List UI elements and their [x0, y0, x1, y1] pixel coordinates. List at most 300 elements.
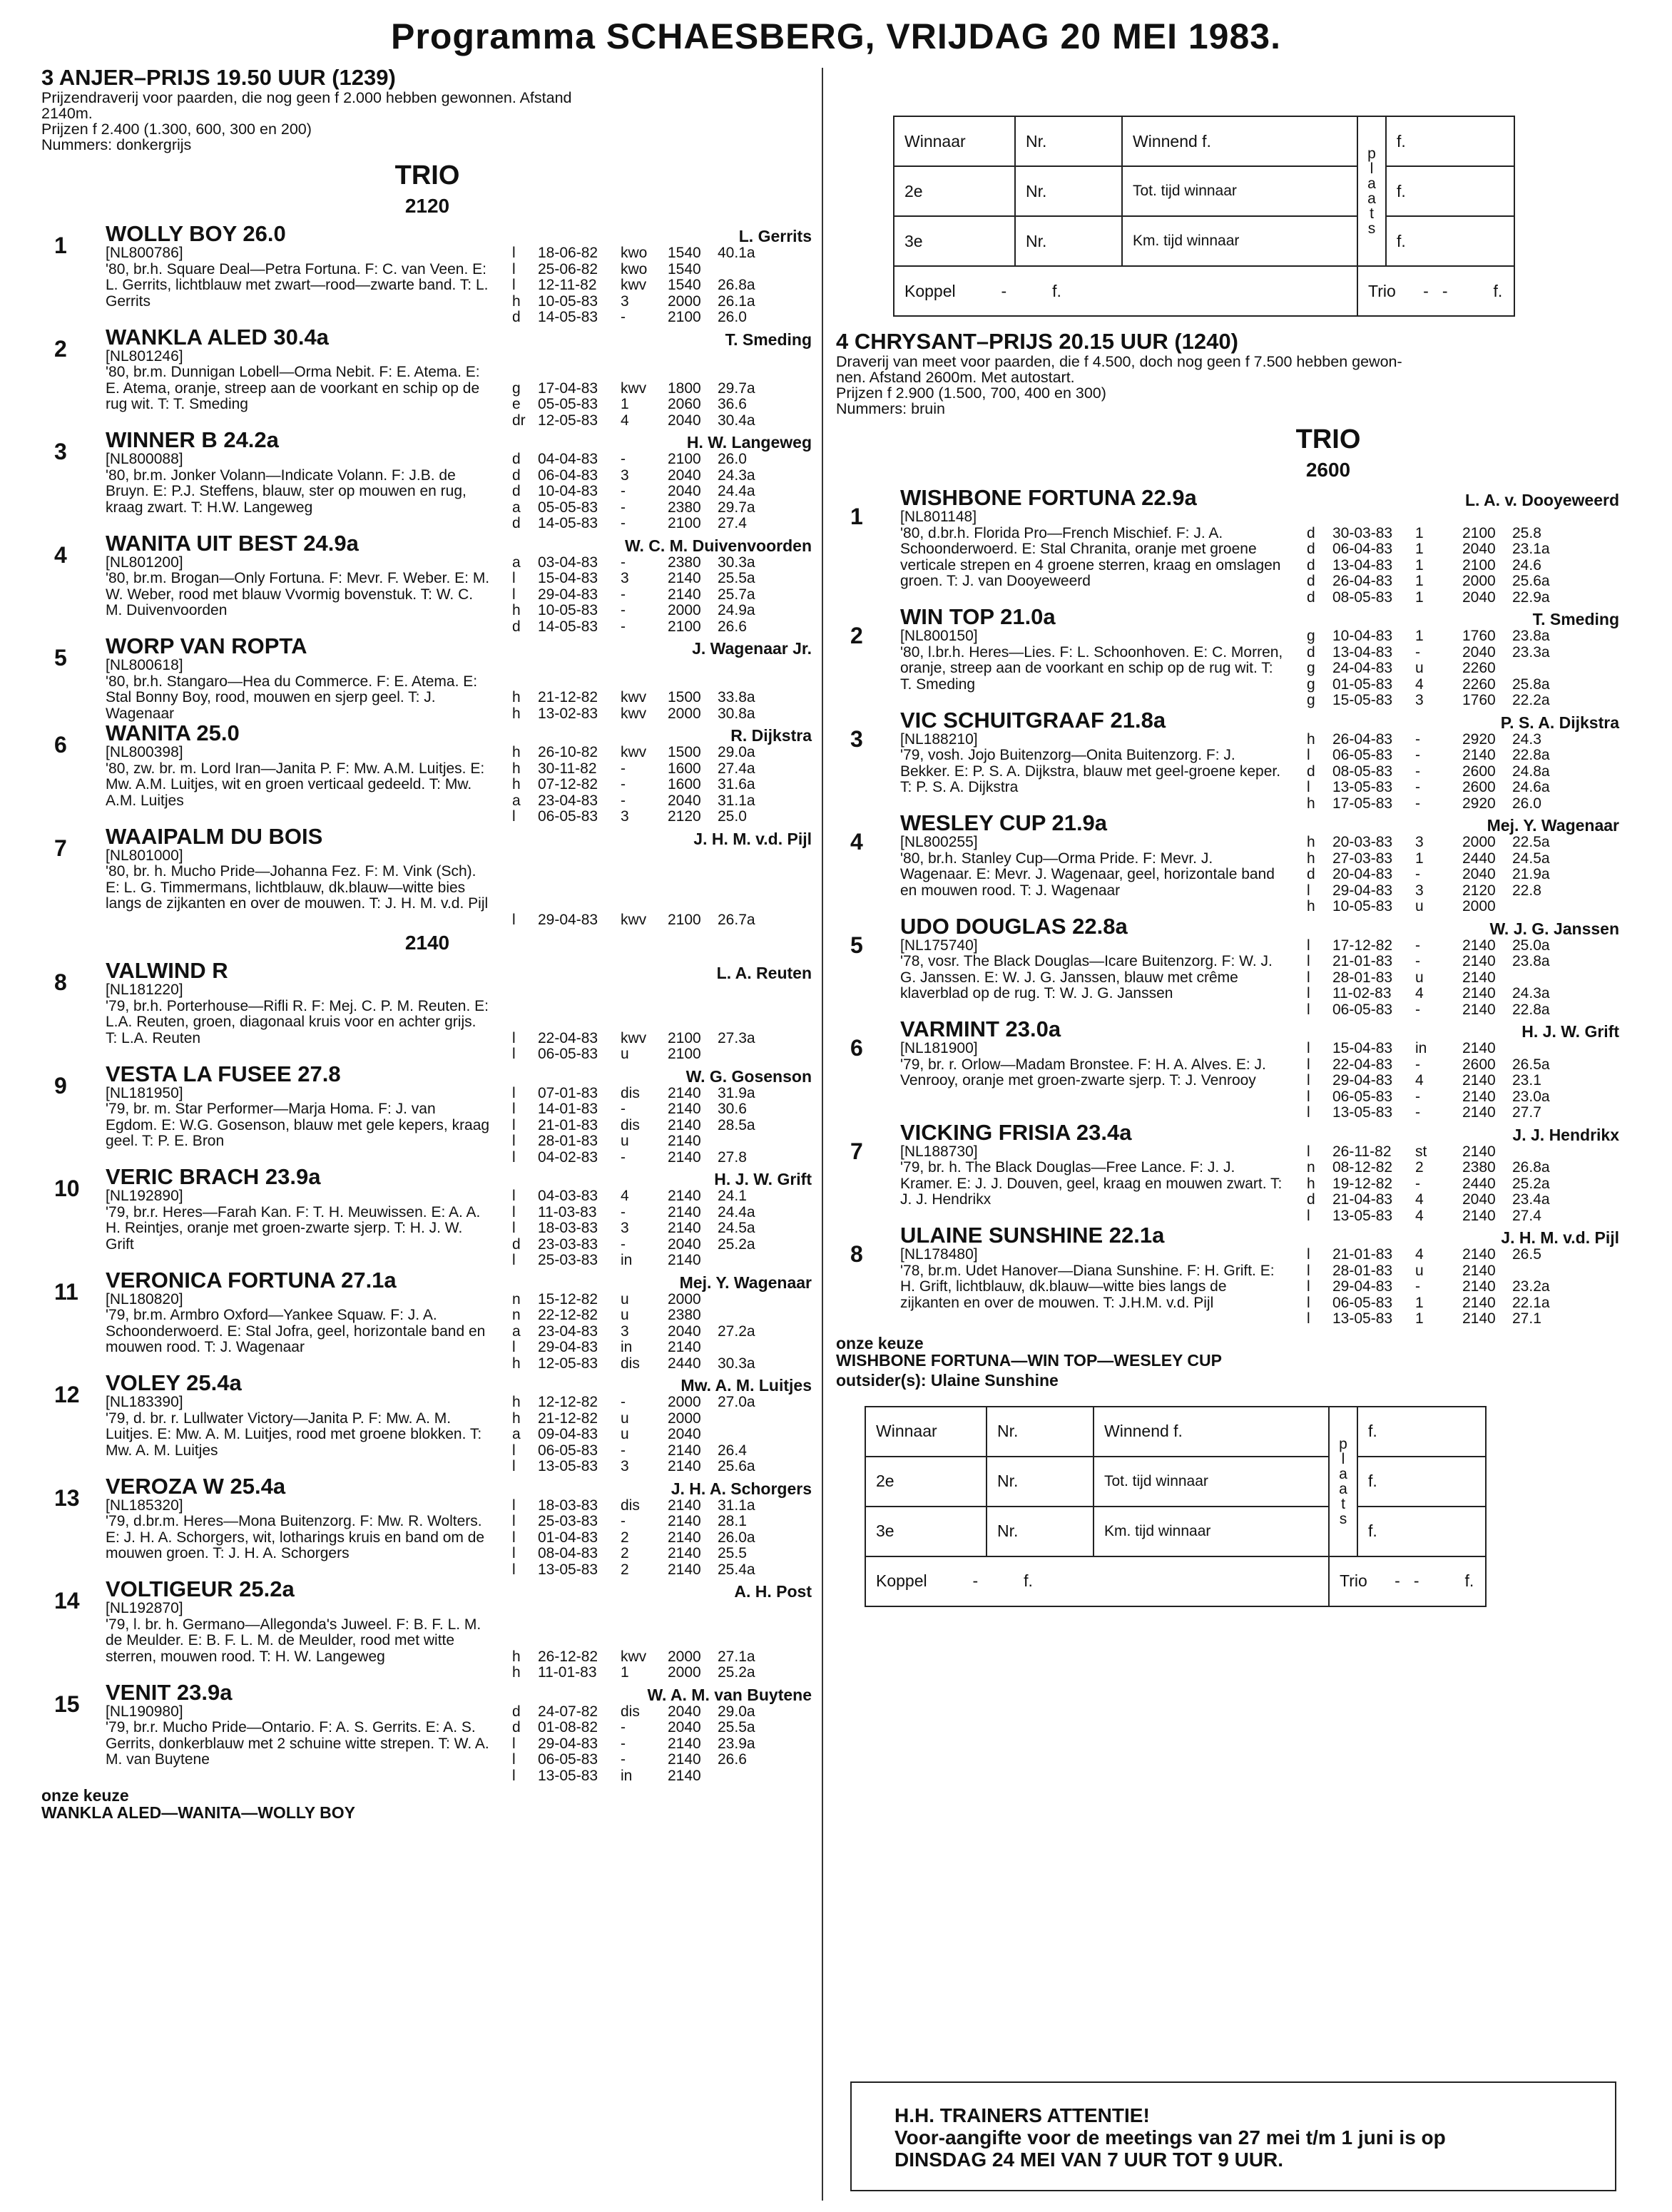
- race-description-3: Prijzen f 2.900 (1.500, 700, 400 en 300): [836, 384, 1106, 402]
- run-time: 25.2a: [1512, 1175, 1550, 1192]
- run-distance: 2040: [668, 1719, 701, 1736]
- horse-details: [NL180820] '79, br.m. Armbro Oxford—Yankee Squaw. F: J. A. Schoonderwoerd. E: Stal Jofra, geel, horizontale band en mouwen rood. T: J. Wagenaar: [106, 1290, 486, 1355]
- run-time: 24.8a: [1512, 763, 1550, 780]
- run-date: 07-01-83: [538, 1084, 598, 1101]
- run-track: l: [512, 1203, 516, 1220]
- run-date: 06-05-83: [538, 1442, 598, 1459]
- horse-name: VIC SCHUITGRAAF 21.8a: [900, 707, 1166, 733]
- keuze-value: WANKLA ALED—WANITA—WOLLY BOY: [41, 1803, 355, 1822]
- run-track: l: [512, 277, 516, 293]
- trainer-name: Mw. A. M. Luitjes: [680, 1376, 812, 1395]
- run-place: -: [1415, 1278, 1420, 1295]
- run-track: h: [1307, 1175, 1315, 1192]
- trainer-name: W. C. M. Duivenvoorden: [625, 536, 812, 555]
- run-place: -: [621, 792, 626, 809]
- run-track: a: [512, 499, 521, 516]
- run-place: dis: [621, 1084, 640, 1101]
- km-tijd-label: Km. tijd winnaar: [1122, 216, 1357, 266]
- run-row: [1307, 986, 1621, 1002]
- run-date: 15-04-83: [1332, 1040, 1393, 1056]
- entry-number: 6: [850, 1035, 863, 1061]
- run-track: a: [512, 792, 521, 809]
- run-distance: 2140: [668, 1084, 701, 1101]
- plaats-1-amount: f.: [1386, 116, 1514, 166]
- run-time: 25.0a: [1512, 937, 1550, 954]
- run-date: 12-12-82: [538, 1394, 598, 1410]
- run-row: [512, 1046, 813, 1063]
- plaats-letter: t: [1341, 1495, 1345, 1512]
- run-track: h: [512, 760, 521, 777]
- run-date: 22-04-83: [538, 1029, 598, 1046]
- trainer-name: J. H. M. v.d. Pijl: [1501, 1228, 1619, 1247]
- run-track: l: [1307, 953, 1310, 969]
- run-track: l: [1307, 1056, 1310, 1073]
- trainer-name: H. W. Langeweg: [686, 433, 812, 452]
- run-date: 08-05-83: [1332, 588, 1393, 606]
- horse-details: [NL181950] '79, br. m. Star Performer—Marja Homa. F: J. van Egdom. E: W.G. Gosenson, blauw met gele kepers, kraag geel. T: P. E. Bron: [106, 1084, 490, 1149]
- run-time: 23.1a: [1512, 541, 1550, 557]
- run-row: [512, 1752, 813, 1768]
- run-distance: 2000: [668, 1290, 701, 1308]
- run-distance: 2100: [1462, 556, 1496, 574]
- horse-details: [NL183390] '79, d. br. r. Lullwater Victory—Janita P. F: Mw. A. M. Luitjes. E: Mw. A. M. Luitjes, rood met groene blokken. T: Mw. A. M. Luitjes: [106, 1394, 482, 1459]
- run-time: 30.3a: [718, 1355, 755, 1372]
- run-place: -: [621, 602, 626, 618]
- run-place: -: [1415, 779, 1420, 795]
- trainer-name: J. J. Hendrikx: [1512, 1125, 1619, 1144]
- run-place: 3: [621, 467, 629, 484]
- run-time: [1512, 1263, 1569, 1280]
- run-row: [512, 1720, 813, 1736]
- run-distance: 2140: [1462, 1294, 1496, 1311]
- run-distance: 2140: [668, 1735, 701, 1752]
- horse-name: WANITA 25.0: [106, 720, 240, 745]
- run-date: 20-03-83: [1332, 834, 1393, 850]
- trainer-name: J. H. A. Schorgers: [671, 1479, 812, 1498]
- race-title: 3 ANJER–PRIJS 19.50 UUR (1239): [41, 65, 396, 90]
- entry-body: [900, 1247, 1621, 1327]
- distance-heading: 2600: [1305, 459, 1351, 481]
- entry-number: 14: [54, 1588, 80, 1614]
- run-time: 25.0: [718, 808, 747, 825]
- run-place: -: [1415, 1088, 1420, 1105]
- run-time: 23.9a: [718, 1735, 755, 1752]
- run-row: [512, 1736, 813, 1753]
- run-track: l: [512, 570, 516, 586]
- horse-name: VESTA LA FUSEE 27.8: [106, 1061, 341, 1086]
- plaats-2-amount: f.: [1386, 166, 1514, 216]
- run-time: 24.5a: [1512, 850, 1550, 867]
- run-row: [1307, 1144, 1621, 1161]
- run-track: l: [512, 260, 516, 277]
- run-place: -: [621, 1235, 626, 1253]
- run-place: 3: [621, 808, 629, 825]
- run-time: 27.4: [1512, 1207, 1541, 1224]
- run-row: [512, 1188, 813, 1205]
- run-date: 13-05-83: [538, 1561, 598, 1578]
- run-row: [512, 1308, 813, 1324]
- run-track: h: [512, 705, 521, 722]
- run-time: 28.1: [718, 1513, 747, 1529]
- run-date: 24-07-82: [538, 1703, 598, 1720]
- horse-entry: [41, 722, 813, 825]
- run-time: 23.4a: [1512, 1191, 1550, 1208]
- run-distance: 2920: [1462, 730, 1496, 748]
- run-row: [512, 809, 813, 825]
- horse-details: [NL181900] '79, br. r. Orlow—Madam Bronstee. F: H. A. Alves. E: J. Venrooy, oranje met groen-zwarte sjerp. T: J. Venrooy: [900, 1040, 1266, 1089]
- run-place: 4: [1415, 1207, 1424, 1224]
- run-place: 1: [1415, 850, 1424, 867]
- entry-body: [106, 1498, 813, 1579]
- run-distance: 2100: [668, 618, 701, 635]
- run-time: 26.7a: [718, 911, 755, 928]
- run-date: 29-04-83: [538, 586, 598, 603]
- outsider-note: outsider(s): Ulaine Sunshine: [836, 1370, 1059, 1390]
- run-row: [1307, 1160, 1621, 1176]
- run-track: l: [512, 1735, 516, 1752]
- run-track: l: [512, 1497, 516, 1514]
- run-place: 1: [1415, 1294, 1424, 1311]
- trainer-name: L. A. v. Dooyeweerd: [1465, 491, 1619, 509]
- run-time: [1512, 1144, 1569, 1161]
- horse-details: [NL801000] '80, br. h. Mucho Pride—Johanna Fez. F: M. Vink (Sch). E: L. G. Timmermans, lichtblauw, dk.blauw—witte bies langs de zijkanten en over de mouwen. T: J. H. M. v.d. Pijl: [106, 847, 489, 912]
- run-distance: 2380: [1462, 1159, 1496, 1176]
- run-place: u: [621, 1307, 629, 1323]
- entry-number: 2: [850, 623, 863, 648]
- horse-name: VARMINT 23.0a: [900, 1016, 1061, 1041]
- horse-name: WANITA UIT BEST 24.9a: [106, 530, 359, 556]
- run-date: 10-05-83: [1332, 898, 1393, 914]
- run-distance: 2000: [668, 292, 701, 310]
- run-track: l: [512, 1339, 516, 1355]
- run-track: d: [512, 483, 521, 499]
- run-row: [512, 619, 813, 636]
- nr-label: Nr.: [1015, 166, 1122, 216]
- run-time: 26.6: [718, 1751, 747, 1768]
- run-row: [512, 262, 813, 278]
- nr-label: Nr.: [1015, 216, 1122, 266]
- plaats-letter: p: [1367, 146, 1376, 162]
- entry-body: [106, 349, 813, 429]
- run-time: 26.0a: [718, 1529, 755, 1546]
- run-time: 24.3a: [718, 467, 755, 484]
- entry-body: [900, 835, 1621, 915]
- notice-line-3: DINSDAG 24 MEI VAN 7 UUR TOT 9 UUR.: [894, 2149, 1284, 2171]
- run-time: 27.8: [718, 1148, 747, 1166]
- run-date: 17-12-82: [1332, 937, 1393, 954]
- trio-label: TRIO: [394, 160, 460, 190]
- run-track: l: [1307, 882, 1310, 899]
- entry-list: [836, 486, 1621, 1327]
- run-date: 22-12-82: [538, 1307, 598, 1323]
- run-distance: 2040: [668, 1235, 701, 1253]
- run-row: [1307, 970, 1621, 987]
- run-date: 20-04-83: [1332, 866, 1393, 882]
- run-track: g: [1307, 628, 1315, 644]
- run-row: [1307, 574, 1621, 590]
- run-date: 13-05-83: [1332, 779, 1393, 795]
- entry-list: [41, 223, 813, 928]
- result-row: [865, 1407, 1486, 1457]
- recent-runs: [1285, 628, 1621, 709]
- plaats-3-amount: f.: [1386, 216, 1514, 266]
- run-time: 22.1a: [1512, 1294, 1550, 1311]
- run-distance: 1600: [668, 776, 701, 792]
- run-date: 15-12-82: [538, 1290, 598, 1308]
- run-date: 18-03-83: [538, 1220, 598, 1236]
- run-date: 28-01-83: [1332, 969, 1393, 986]
- recent-runs: [491, 848, 813, 929]
- run-distance: 2380: [668, 499, 701, 516]
- run-time: 25.5a: [718, 570, 755, 586]
- trainers-notice: [850, 2081, 1616, 2191]
- run-place: dis: [621, 1116, 640, 1133]
- trio-label: TRIO: [1295, 424, 1361, 454]
- run-place: -: [1415, 763, 1420, 780]
- entry-body: [900, 628, 1621, 709]
- run-date: 06-04-83: [1332, 541, 1393, 557]
- run-time: 22.5a: [1512, 834, 1550, 850]
- third-label: 3e: [894, 216, 1015, 266]
- race-description-1: Draverij van meet voor paarden, die f 4.500, doch nog geen f 7.500 hebben gewon-: [836, 353, 1402, 370]
- run-place: in: [621, 1339, 633, 1355]
- run-track: l: [1307, 937, 1310, 954]
- second-label: 2e: [894, 166, 1015, 216]
- run-distance: 2140: [1462, 953, 1496, 969]
- run-place: 4: [621, 1188, 629, 1204]
- run-place: -: [621, 1203, 626, 1220]
- run-track: l: [512, 1767, 516, 1784]
- horse-entry: [41, 1372, 813, 1475]
- run-time: 25.6a: [1512, 573, 1550, 589]
- entry-body: [106, 1601, 813, 1681]
- run-date: 29-04-83: [538, 1735, 598, 1752]
- run-time: 22.8: [1512, 882, 1541, 899]
- run-date: 06-05-83: [1332, 1294, 1393, 1311]
- run-track: l: [512, 1116, 516, 1133]
- entry-body: [106, 745, 813, 825]
- run-time: 29.7a: [718, 379, 755, 397]
- run-distance: 2040: [668, 792, 701, 809]
- run-distance: 2140: [668, 1561, 701, 1578]
- horse-name: ULAINE SUNSHINE 22.1a: [900, 1223, 1165, 1248]
- horse-details: [NL800088] '80, br.m. Jonker Volann—Indicate Volann. F: J.B. de Bruyn. E: P.J. Steffens, blauw, ster op mouwen en rug, kraag zwart. T: H.W. Langeweg: [106, 451, 467, 516]
- run-row: [512, 1086, 813, 1102]
- run-distance: 2140: [668, 1513, 701, 1529]
- run-date: 05-05-83: [538, 499, 598, 516]
- run-track: h: [512, 602, 521, 618]
- run-track: l: [512, 1046, 516, 1062]
- entry-number: 13: [54, 1484, 80, 1511]
- run-track: n: [512, 1307, 521, 1323]
- run-track: a: [512, 554, 521, 571]
- run-track: h: [512, 744, 521, 760]
- horse-entry: [41, 1063, 813, 1166]
- run-date: 23-04-83: [538, 1322, 598, 1340]
- keuze-value: WISHBONE FORTUNA—WIN TOP—WESLEY CUP: [836, 1350, 1222, 1370]
- run-row: [512, 468, 813, 484]
- run-date: 30-11-82: [538, 760, 597, 777]
- run-track: a: [512, 1322, 521, 1340]
- run-place: 2: [1415, 1159, 1424, 1176]
- horse-details: [NL800398] '80, zw. br. m. Lord Iran—Janita P. F: Mw. A.M. Luitjes. E: Mw. A.M. Luitjes, wit en groen verticaal gedeeld. T: Mw. A.M. Luitjes: [106, 744, 485, 809]
- run-distance: 2000: [668, 705, 701, 722]
- horse-entry: [41, 825, 813, 929]
- run-date: 06-05-83: [538, 1046, 598, 1062]
- run-track: l: [1307, 1207, 1310, 1224]
- right-column: [836, 66, 1621, 1607]
- run-track: d: [512, 618, 521, 635]
- run-row: [512, 277, 813, 294]
- run-distance: 2040: [668, 1703, 701, 1720]
- run-time: 22.2a: [1512, 692, 1550, 708]
- run-date: 30-03-83: [1332, 524, 1393, 541]
- run-track: l: [512, 1133, 516, 1149]
- run-row: [1307, 1002, 1621, 1019]
- left-column: [41, 66, 813, 1821]
- run-distance: 2140: [1462, 1262, 1496, 1279]
- run-date: 08-05-83: [1332, 763, 1393, 780]
- run-place: -: [621, 483, 626, 499]
- run-track: h: [1307, 730, 1315, 748]
- entry-number: 4: [54, 541, 67, 568]
- run-distance: 2000: [1462, 573, 1496, 589]
- entry-number: 3: [54, 439, 67, 464]
- trainer-name: J. Wagenaar Jr.: [692, 639, 812, 658]
- run-track: a: [512, 1426, 521, 1442]
- run-row: [512, 1704, 813, 1721]
- run-row: [512, 745, 813, 761]
- entry-body: [106, 848, 813, 929]
- run-row: [1307, 1089, 1621, 1106]
- run-place: 1: [621, 1664, 629, 1681]
- run-date: 21-01-83: [1332, 1246, 1393, 1263]
- run-time: 26.1a: [718, 292, 755, 310]
- run-date: 19-12-82: [1332, 1175, 1393, 1192]
- run-row: [512, 912, 813, 929]
- run-distance: 2140: [668, 1252, 701, 1268]
- run-time: [1512, 970, 1569, 987]
- run-row: [512, 1356, 813, 1372]
- result-row: [865, 1507, 1486, 1556]
- run-track: d: [512, 515, 521, 531]
- entry-body: [900, 1041, 1621, 1121]
- entry-list: [41, 959, 813, 1784]
- nr-label: Nr.: [987, 1457, 1094, 1507]
- horse-name: UDO DOUGLAS 22.8a: [900, 913, 1128, 939]
- run-time: 27.7: [1512, 1104, 1541, 1121]
- run-distance: 2140: [668, 1545, 701, 1561]
- recent-runs: [491, 349, 813, 429]
- winnaar-label: Winnaar: [894, 116, 1015, 166]
- run-distance: 2040: [1462, 643, 1496, 661]
- run-row: [512, 310, 813, 326]
- run-row: [512, 1340, 813, 1356]
- run-place: -: [1415, 866, 1420, 882]
- run-date: 14-01-83: [538, 1101, 598, 1117]
- run-track: l: [1307, 1072, 1310, 1089]
- run-place: 4: [1415, 985, 1424, 1001]
- entry-number: 8: [54, 969, 67, 995]
- trio-result-label: Trio - - f.: [1357, 266, 1514, 316]
- run-track: d: [1307, 763, 1315, 780]
- run-distance: 1600: [668, 760, 701, 777]
- recent-runs: [491, 745, 813, 825]
- run-place: kwo: [621, 245, 648, 261]
- run-row: [512, 587, 813, 603]
- run-row: [1307, 661, 1621, 677]
- run-track: l: [1307, 1310, 1310, 1327]
- run-time: 22.8a: [1512, 1001, 1550, 1018]
- horse-entry: [836, 1018, 1621, 1121]
- run-time: 26.5a: [1512, 1056, 1550, 1073]
- run-distance: 2140: [668, 1497, 701, 1514]
- run-track: d: [512, 451, 521, 467]
- horse-entry: [41, 1166, 813, 1269]
- recent-runs: [491, 1601, 813, 1681]
- run-row: [512, 1133, 813, 1150]
- run-distance: 2000: [668, 1394, 701, 1410]
- run-row: [1307, 693, 1621, 709]
- run-distance: 2140: [668, 1220, 701, 1236]
- run-date: 11-03-83: [538, 1203, 597, 1220]
- run-row: [1307, 1208, 1621, 1225]
- run-date: 13-05-83: [1332, 1310, 1393, 1327]
- run-time: 26.0: [718, 309, 747, 325]
- entry-number: 9: [54, 1072, 67, 1099]
- run-track: h: [512, 1355, 521, 1372]
- run-row: [512, 1649, 813, 1666]
- result-row: [894, 116, 1514, 166]
- run-date: 21-12-82: [538, 1410, 598, 1427]
- run-track: h: [1307, 795, 1315, 812]
- run-row: [512, 1411, 813, 1427]
- entry-body: [106, 1188, 813, 1269]
- run-place: dis: [621, 1497, 640, 1514]
- run-track: l: [512, 1148, 516, 1166]
- result-row: [865, 1457, 1486, 1507]
- horse-entry: [41, 1475, 813, 1579]
- run-time: [718, 262, 775, 278]
- plaats-label: [1357, 116, 1386, 266]
- run-distance: 2040: [1462, 866, 1496, 882]
- run-date: 12-11-82: [538, 277, 597, 293]
- run-date: 11-01-83: [538, 1664, 597, 1681]
- run-time: 24.6a: [1512, 779, 1550, 795]
- trainer-name: Mej. Y. Wagenaar: [1487, 816, 1619, 835]
- run-distance: 2140: [1462, 1040, 1496, 1056]
- run-place: 1: [1415, 628, 1424, 644]
- run-time: 31.1a: [718, 792, 755, 809]
- run-row: [1307, 835, 1621, 851]
- run-place: -: [1415, 1001, 1420, 1018]
- run-time: 30.8a: [718, 705, 755, 722]
- run-place: 1: [1415, 1310, 1424, 1327]
- keuze-label: onze keuze: [41, 1786, 129, 1805]
- entry-number: 5: [54, 645, 67, 671]
- run-place: -: [1415, 1175, 1420, 1192]
- run-row: [512, 500, 813, 516]
- run-row: [512, 484, 813, 500]
- recent-runs: [491, 1188, 813, 1269]
- horse-details: [NL178480] '78, br.m. Udet Hanover—Diana Sunshine. F: H. Grift. E: H. Grift, lichtblauw, dk.blauw—witte bies langs de zijkanten en over de mouwen. T: J.H.M. v.d. Pijl: [900, 1246, 1275, 1311]
- run-row: [1307, 899, 1621, 915]
- run-date: 04-03-83: [538, 1188, 598, 1204]
- run-row: [512, 1562, 813, 1579]
- notice-line-1: H.H. TRAINERS ATTENTIE!: [894, 2104, 1150, 2126]
- recent-runs: [1285, 1041, 1621, 1121]
- run-date: 15-05-83: [1332, 692, 1393, 708]
